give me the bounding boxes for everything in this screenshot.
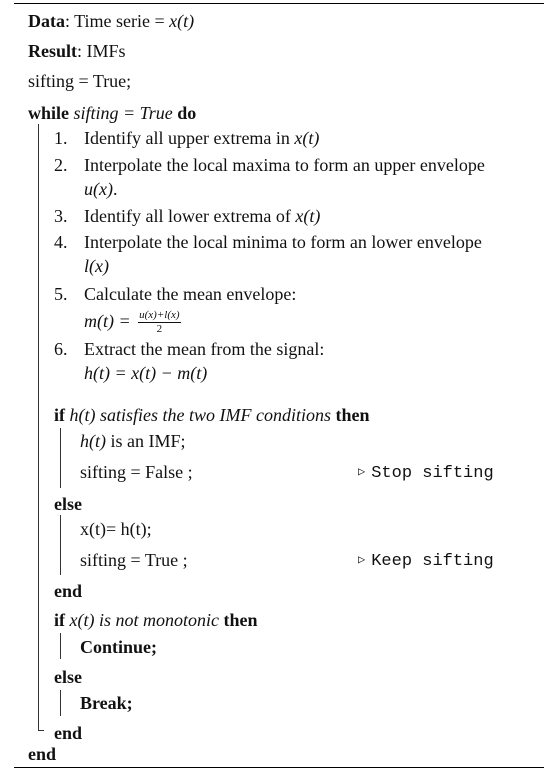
equation: h(t) = x(t) − m(t) <box>84 363 208 383</box>
end-while-line <box>28 743 56 765</box>
body-statement: sifting = True ; <box>80 550 188 570</box>
while-keyword: while <box>28 103 70 123</box>
result-keyword: Result <box>28 41 77 61</box>
data-text: : Time serie = <box>65 11 170 31</box>
step-tail: . <box>112 179 118 199</box>
step-variable: x(t) <box>295 206 321 226</box>
step-4 <box>54 231 482 253</box>
else2-line <box>54 666 82 688</box>
init-statement: sifting = True; <box>28 71 132 91</box>
result-line <box>28 40 126 62</box>
comment-triangle-icon: ▷ <box>358 465 366 479</box>
while-block-bar <box>38 124 39 730</box>
fraction-numerator: u(x)+l(x) <box>139 309 180 322</box>
step-number: 3. <box>54 206 68 226</box>
result-text: : IMFs <box>77 41 126 61</box>
fraction-denominator: 2 <box>156 323 163 336</box>
step-variable: u(x) <box>84 179 113 199</box>
bottom-rule <box>14 767 544 768</box>
step-5-equation <box>84 306 181 336</box>
if2-block-bar <box>60 633 61 659</box>
step-3 <box>54 205 320 227</box>
if2-line <box>54 609 258 631</box>
if-keyword: if <box>54 405 65 425</box>
step-text: Interpolate the local maxima to form an upper envelope <box>84 155 485 175</box>
body-variable: h(t) <box>80 431 106 451</box>
body-text: is an IMF; <box>106 431 186 451</box>
if1-body-2 <box>80 461 193 483</box>
if-variable: x(t) <box>69 610 95 630</box>
if-keyword: if <box>54 610 65 630</box>
comment-text: Stop sifting <box>371 464 494 483</box>
if2-body <box>80 636 157 658</box>
if1-body-1 <box>80 430 186 452</box>
step-6 <box>54 338 324 360</box>
if1-block-bar <box>60 428 61 488</box>
end-keyword: end <box>54 723 83 743</box>
step-6-equation <box>84 362 207 384</box>
comment-triangle-icon: ▷ <box>358 553 366 567</box>
else-keyword: else <box>54 494 82 514</box>
init-line <box>28 70 131 92</box>
step-text: Extract the mean from the signal: <box>84 339 325 359</box>
step-2-cont <box>84 178 117 200</box>
if-condition: satisfies the two IMF conditions <box>95 405 336 425</box>
step-5 <box>54 283 296 305</box>
else2-block-bar <box>60 690 61 716</box>
while-block-hook <box>38 730 44 731</box>
comment-keep <box>358 549 494 573</box>
then-keyword: then <box>335 405 370 425</box>
if1-line <box>54 404 370 426</box>
else1-body-1 <box>80 518 152 540</box>
step-number: 5. <box>54 284 68 304</box>
step-2 <box>54 154 485 176</box>
end1-line <box>54 580 82 602</box>
body-statement: Continue; <box>80 637 158 657</box>
end-keyword: end <box>54 581 83 601</box>
while-condition: sifting = True <box>73 103 173 123</box>
data-line <box>28 10 194 32</box>
step-variable: x(t) <box>294 128 320 148</box>
else1-body-2 <box>80 549 188 571</box>
body-statement: sifting = False ; <box>80 462 193 482</box>
else-keyword: else <box>54 667 82 687</box>
body-statement: x(t)= h(t); <box>80 519 152 539</box>
step-number: 4. <box>54 232 68 252</box>
else2-body <box>80 692 133 714</box>
then-keyword: then <box>223 610 258 630</box>
if-variable: h(t) <box>69 405 96 425</box>
else1-block-bar <box>60 515 61 575</box>
data-keyword: Data <box>28 11 65 31</box>
comment-text: Keep sifting <box>371 552 494 571</box>
step-text: Interpolate the local minima to form an lower envelope <box>84 232 482 252</box>
equation-lhs: m(t) = <box>84 311 136 331</box>
step-number: 6. <box>54 339 68 359</box>
body-statement: Break; <box>80 693 133 713</box>
data-variable: x(t) <box>169 11 195 31</box>
end2-line <box>54 722 82 744</box>
step-number: 2. <box>54 155 68 175</box>
do-keyword: do <box>177 103 197 123</box>
else1-line <box>54 493 82 515</box>
step-number: 1. <box>54 128 68 148</box>
step-variable: l(x) <box>84 256 109 276</box>
top-rule <box>14 3 544 4</box>
fraction <box>138 309 180 336</box>
end-keyword: end <box>28 744 57 764</box>
if-condition: is not monotonic <box>94 610 224 630</box>
step-4-cont <box>84 255 109 277</box>
step-1 <box>54 127 319 149</box>
step-text: Identify all upper extrema in <box>84 128 295 148</box>
while-line <box>28 102 196 124</box>
comment-stop <box>358 461 494 485</box>
step-text: Identify all lower extrema of <box>84 206 296 226</box>
step-text: Calculate the mean envelope: <box>84 284 297 304</box>
